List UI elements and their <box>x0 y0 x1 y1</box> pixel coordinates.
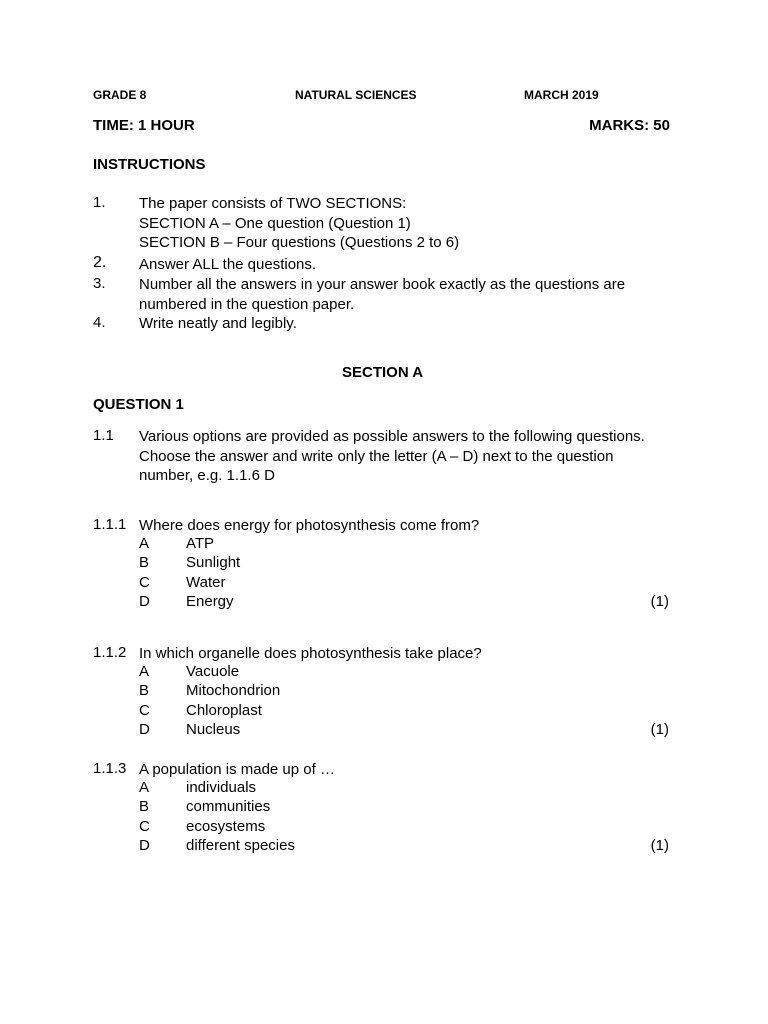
option-letter: D <box>139 593 150 610</box>
option-letter: C <box>139 702 150 719</box>
option-text: different species <box>186 837 295 854</box>
instructions-heading: INSTRUCTIONS <box>93 156 206 173</box>
mark-allocation: (1) <box>650 837 669 854</box>
option-text: ecosystems <box>186 818 266 835</box>
option-text: Energy <box>186 593 234 610</box>
question-heading: QUESTION 1 <box>93 396 184 413</box>
option-text: Chloroplast <box>186 702 262 719</box>
instruction-number: 4. <box>93 314 106 331</box>
option-text: Mitochondrion <box>186 682 281 699</box>
option-letter: B <box>139 554 150 571</box>
option-text: communities <box>186 798 271 815</box>
instruction-text <box>139 255 316 275</box>
instruction-text <box>139 275 625 314</box>
instruction-line: The paper consists of TWO SECTIONS: <box>139 195 407 212</box>
instruction-text <box>139 194 459 253</box>
option-text: ATP <box>186 535 215 552</box>
time-label: TIME: 1 HOUR <box>93 117 195 134</box>
intro-line: Various options are provided as possible answers to the following questions. <box>139 428 645 445</box>
mark-allocation: (1) <box>650 593 669 610</box>
option-letter: A <box>139 663 150 680</box>
option-text: Nucleus <box>186 721 241 738</box>
option-letter: A <box>139 535 150 552</box>
question-intro-text <box>139 427 645 486</box>
section-heading: SECTION A <box>342 364 424 381</box>
instruction-number: 2. <box>93 254 107 271</box>
marks-label: MARKS: 50 <box>589 117 670 134</box>
grade-label: GRADE 8 <box>93 88 147 102</box>
question-text: A population is made up of … <box>139 761 335 778</box>
option-letter: D <box>139 721 150 738</box>
intro-line: number, e.g. 1.1.6 D <box>139 467 275 484</box>
date-label: MARCH 2019 <box>524 88 599 102</box>
question-number: 1.1.3 <box>93 760 127 777</box>
instruction-line: Write neatly and legibly. <box>139 315 297 332</box>
question-number: 1.1 <box>93 427 114 444</box>
option-text: Vacuole <box>186 663 240 680</box>
option-letter: C <box>139 574 150 591</box>
option-letter: B <box>139 798 150 815</box>
option-letter: B <box>139 682 150 699</box>
instruction-text <box>139 314 297 334</box>
instruction-line: SECTION B – Four questions (Questions 2 to 6) <box>139 234 460 251</box>
option-text: individuals <box>186 779 257 796</box>
instruction-line: numbered in the question paper. <box>139 295 355 313</box>
mark-allocation: (1) <box>650 721 669 738</box>
instruction-number: 1. <box>93 194 106 211</box>
instruction-line: Answer ALL the questions. <box>139 256 317 273</box>
question-number: 1.1.2 <box>93 644 127 661</box>
instruction-line: SECTION A – One question (Question 1) <box>139 214 411 232</box>
instruction-number: 3. <box>93 275 106 292</box>
question-number: 1.1.1 <box>93 516 127 533</box>
option-text: Sunlight <box>186 554 241 571</box>
option-text: Water <box>186 574 226 591</box>
instruction-line: Number all the answers in your answer book exactly as the questions are <box>139 276 626 293</box>
subject-label: NATURAL SCIENCES <box>295 88 417 102</box>
option-letter: D <box>139 837 150 854</box>
question-text: Where does energy for photosynthesis come from? <box>139 517 480 534</box>
intro-line: Choose the answer and write only the letter (A – D) next to the question <box>139 447 614 465</box>
option-letter: A <box>139 779 150 796</box>
question-text: In which organelle does photosynthesis take place? <box>139 645 482 662</box>
option-letter: C <box>139 818 150 835</box>
